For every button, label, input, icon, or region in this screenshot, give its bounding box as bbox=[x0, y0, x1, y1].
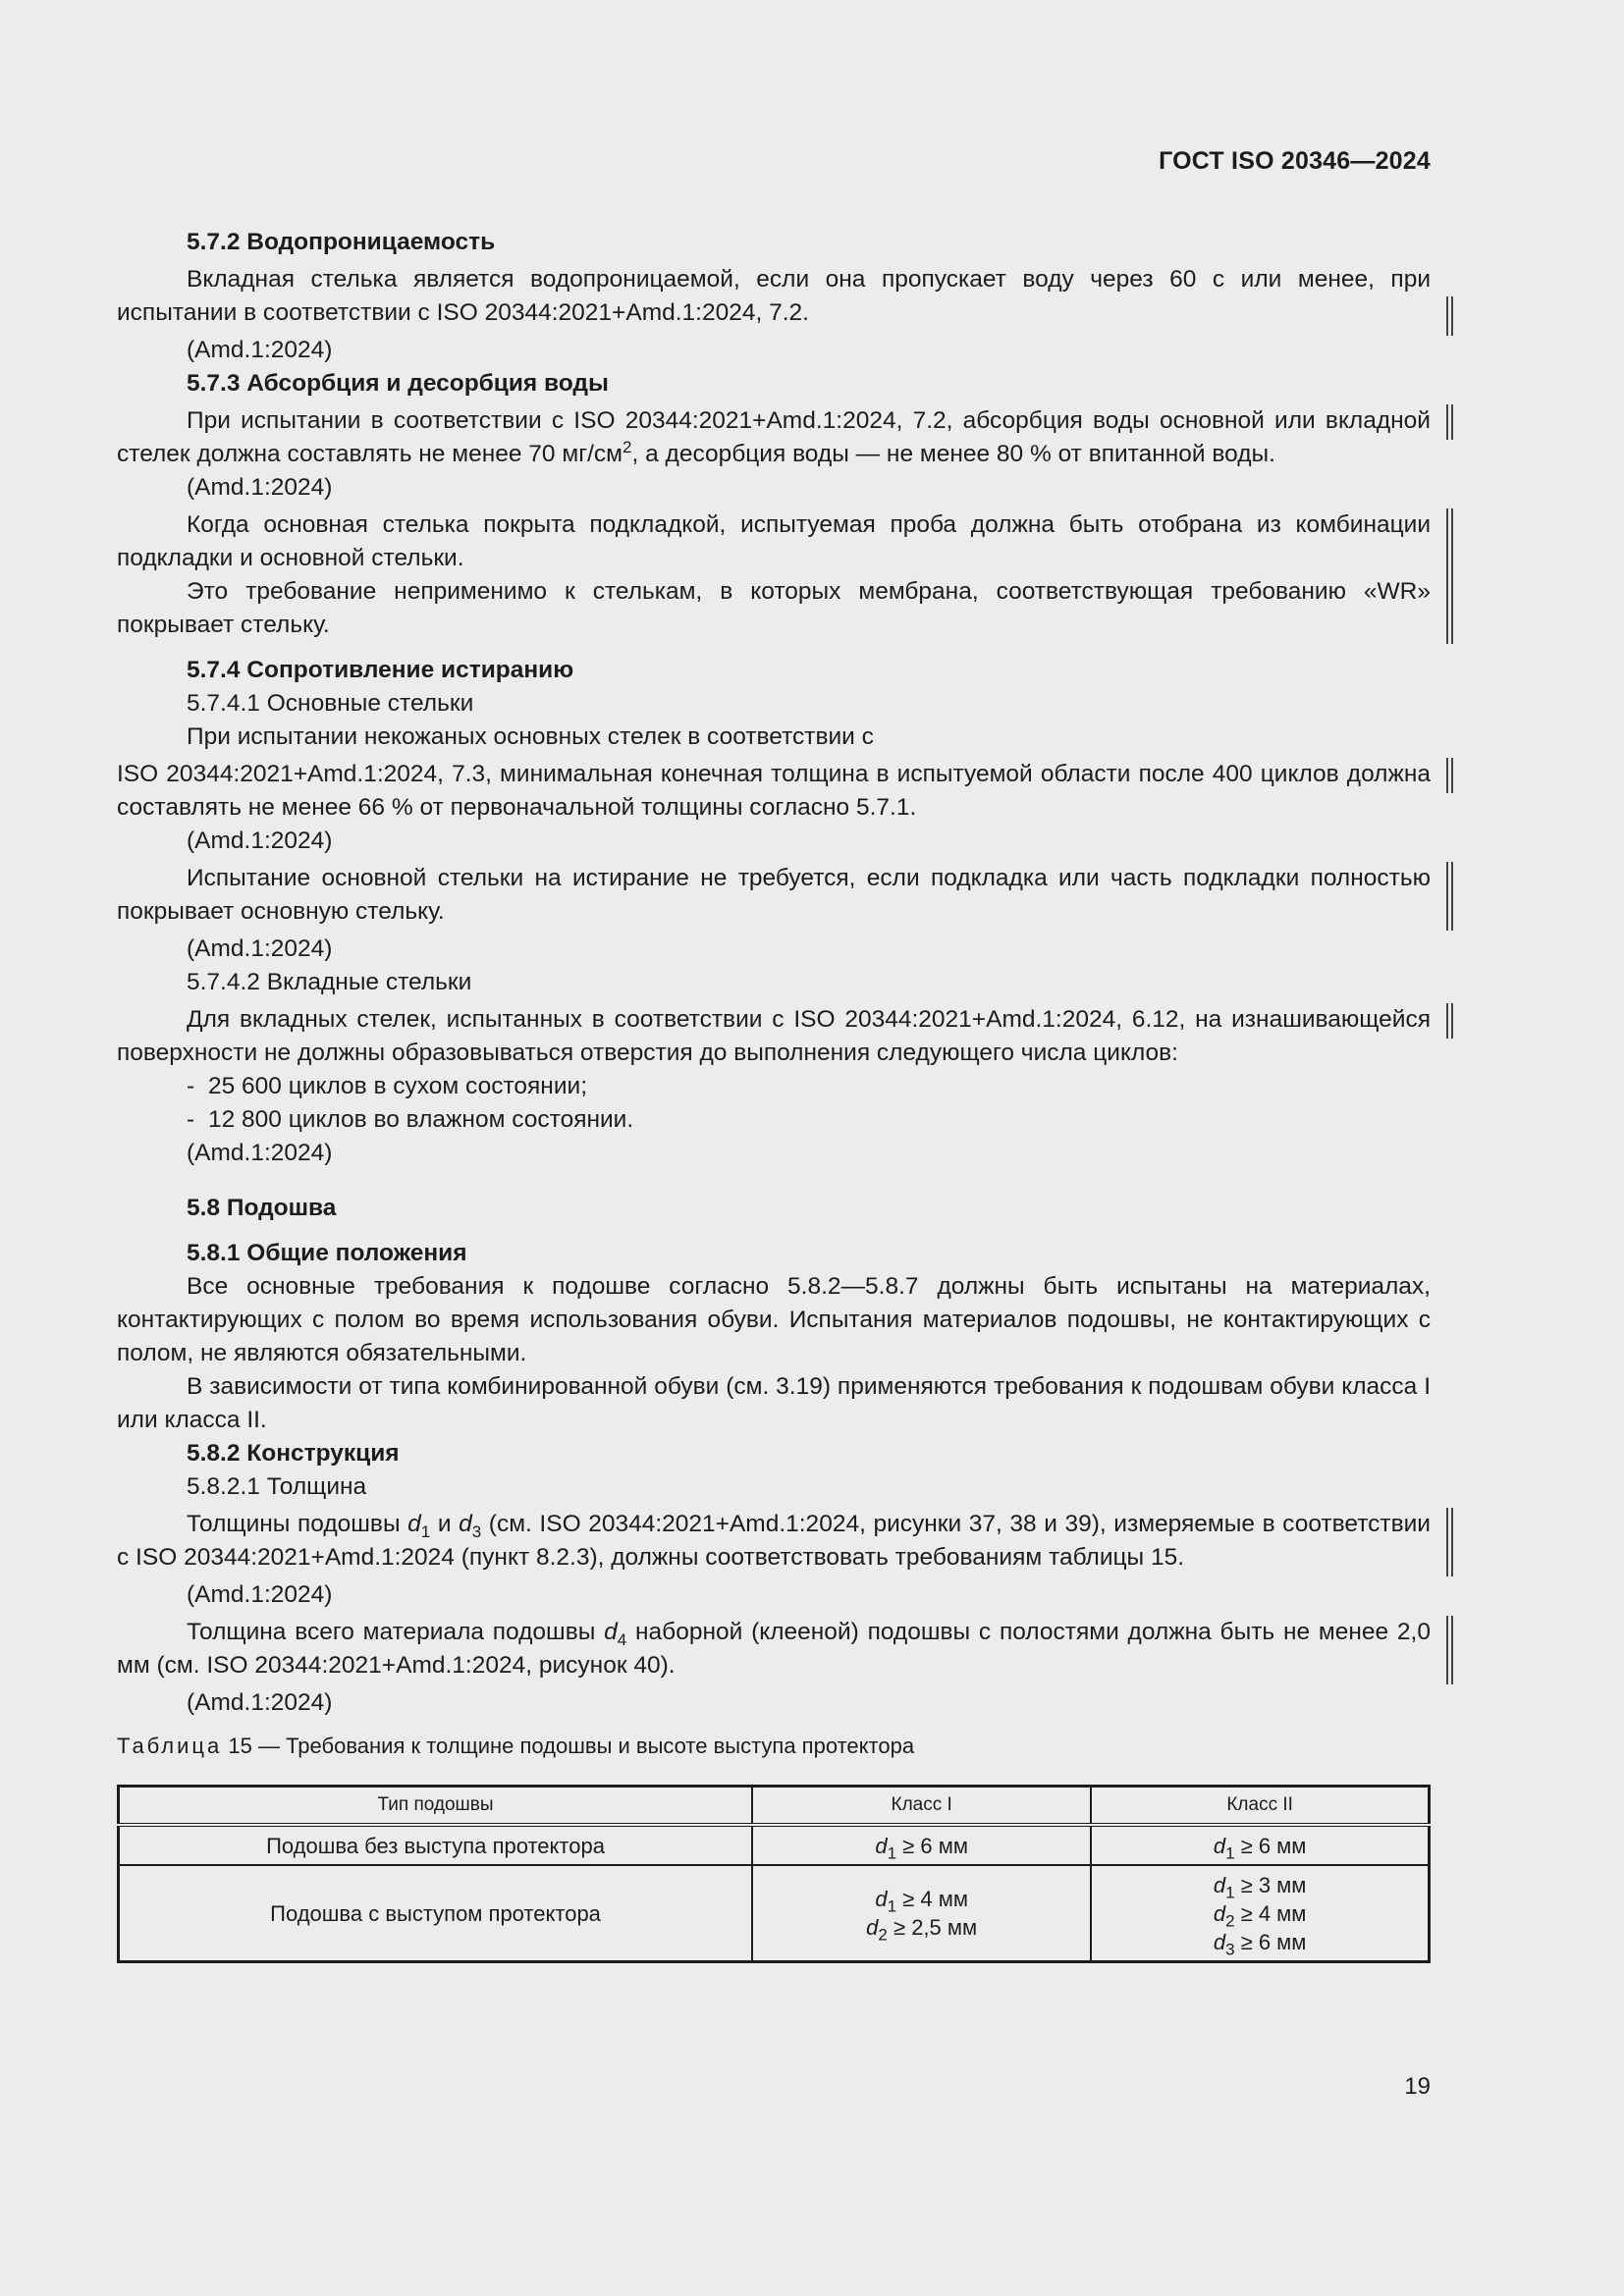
variable: d bbox=[875, 1833, 888, 1858]
cell-line bbox=[1092, 1899, 1428, 1928]
variable: d bbox=[407, 1511, 421, 1537]
subscript: 4 bbox=[617, 1629, 627, 1649]
cell-value: ≥ 6 мм bbox=[1234, 1833, 1307, 1858]
cell-line bbox=[1092, 1928, 1428, 1956]
page-number: 19 bbox=[1404, 2073, 1431, 2100]
cell-value: ≥ 4 мм bbox=[1234, 1900, 1307, 1926]
cell-line bbox=[753, 1885, 1090, 1916]
paragraph-text: Вкладная стелька является водопроницаемой, если она пропускает воду через 60 с или менее, при испытании в соответствии с ISO 20344:2021+Amd.1:2024, 7.2. bbox=[117, 266, 1431, 326]
subscript: 1 bbox=[887, 1842, 897, 1862]
table-caption bbox=[117, 1730, 1431, 1763]
section-heading-5-8-2: 5.8.2 Конструкция bbox=[187, 1440, 400, 1467]
variable: d bbox=[459, 1511, 472, 1537]
table-cell bbox=[752, 1825, 1091, 1865]
cell-value: ≥ 2,5 мм bbox=[887, 1915, 978, 1940]
list-item-text: 12 800 циклов во влажном состоянии. bbox=[208, 1106, 634, 1133]
change-bar bbox=[1446, 296, 1453, 336]
cell-line bbox=[753, 1913, 1090, 1945]
table-row bbox=[119, 1825, 1430, 1865]
section-heading-5-8: 5.8 Подошва bbox=[187, 1195, 337, 1221]
paragraph-text: наборной (клееной) подошвы с полостями должна быть не менее 2,0 мм (см. ISO 20344:2021+Amd.1:2024, рисунок 40). bbox=[117, 1619, 1431, 1679]
paragraph: Это требование неприменимо к стелькам, в которых мембрана, соответствующая требованию «WR» покрывает стельку. bbox=[117, 578, 1431, 638]
amendment-note: (Amd.1:2024) bbox=[187, 1140, 333, 1166]
change-bar bbox=[1446, 758, 1453, 793]
paragraph-text: (см. ISO 20344:2021+Amd.1:2024, рисунки 37, 38 и 39), измеряемые в соответствии с ISO 20344:2021+Amd.1:2024 (пункт 8.2.3), должны соответствовать требованиям таблицы 15. bbox=[117, 1511, 1431, 1571]
amendment-note: (Amd.1:2024) bbox=[187, 337, 333, 363]
paragraph: В зависимости от типа комбинированной обуви (см. 3.19) применяются требования к подошвам обуви класса I или класса II. bbox=[117, 1373, 1431, 1433]
paragraph-text: и bbox=[430, 1511, 460, 1537]
table-caption-label: Таблица bbox=[117, 1734, 223, 1758]
list-marker: - bbox=[187, 1073, 195, 1099]
change-bar bbox=[1446, 508, 1453, 644]
list-item bbox=[117, 1070, 1431, 1103]
paragraph bbox=[117, 1508, 1431, 1575]
subscript: 2 bbox=[878, 1925, 888, 1945]
subsection-heading: 5.8.2.1 Толщина bbox=[187, 1473, 367, 1500]
subscript: 1 bbox=[1225, 1842, 1235, 1862]
table-row bbox=[119, 1865, 1430, 1962]
section-heading-5-8-1: 5.8.1 Общие положения bbox=[187, 1240, 467, 1266]
paragraph-text: Толщина всего материала подошвы bbox=[187, 1619, 605, 1645]
cell-value: ≥ 6 мм bbox=[896, 1833, 968, 1858]
subsection-heading: 5.7.4.1 Основные стельки bbox=[187, 690, 474, 717]
table-cell: Подошва без выступа протектора bbox=[119, 1825, 753, 1865]
subscript: 1 bbox=[420, 1522, 431, 1541]
subscript: 3 bbox=[1225, 1939, 1235, 1958]
paragraph-text: Когда основная стелька покрыта подкладкой, испытуемая проба должна быть отобрана из комбинации подкладки и основной стельки. bbox=[117, 511, 1431, 571]
document-header: ГОСТ ISO 20346—2024 bbox=[1159, 147, 1431, 175]
paragraph bbox=[117, 1003, 1431, 1070]
cycle-list bbox=[117, 1070, 1431, 1137]
variable: d bbox=[875, 1887, 888, 1911]
table-header-cell: Тип подошвы bbox=[119, 1787, 753, 1826]
paragraph bbox=[117, 263, 1431, 330]
variable: d bbox=[1213, 1833, 1226, 1858]
table-cell bbox=[1091, 1865, 1429, 1962]
paragraph bbox=[117, 862, 1431, 929]
table-cell bbox=[752, 1865, 1091, 1962]
table-cell bbox=[1091, 1825, 1429, 1865]
paragraph-text: При испытании в соответствии с ISO 20344:2021+Amd.1:2024, 7.2, абсорбция воды основной или вкладной стелек должна составлять не менее 70 мг/см bbox=[117, 407, 1431, 467]
paragraph bbox=[117, 404, 1431, 471]
amendment-note: (Amd.1:2024) bbox=[187, 474, 333, 501]
table-caption-text: 15 — Требования к толщине подошвы и высоте выступа протектора bbox=[222, 1734, 915, 1758]
paragraph: Все основные требования к подошве согласно 5.8.2—5.8.7 должны быть испытаны на материалах, контактирующих с полом во время использования обуви. Испытания материалов подошвы, не контактирующих с полом, не являются обязательными. bbox=[117, 1273, 1431, 1366]
paragraph-text: Испытание основной стельки на истирание не требуется, если подкладка или часть подкладки полностью покрывает основную стельку. bbox=[117, 865, 1431, 925]
variable: d bbox=[1213, 1900, 1226, 1926]
paragraph bbox=[117, 508, 1431, 575]
subscript: 1 bbox=[887, 1896, 897, 1916]
table-cell: Подошва с выступом протектора bbox=[119, 1865, 753, 1962]
list-marker: - bbox=[187, 1106, 195, 1133]
document-body bbox=[117, 226, 1431, 1963]
paragraph-text: Толщины подошвы bbox=[187, 1511, 408, 1537]
subsection-heading: 5.7.4.2 Вкладные стельки bbox=[187, 969, 472, 995]
table-15 bbox=[117, 1785, 1431, 1963]
change-bar bbox=[1446, 1508, 1453, 1576]
list-item-text: 25 600 циклов в сухом состоянии; bbox=[208, 1073, 587, 1099]
list-item bbox=[117, 1103, 1431, 1137]
section-heading-5-7-2: 5.7.2 Водопроницаемость bbox=[187, 229, 496, 255]
variable: d bbox=[866, 1915, 879, 1940]
change-bar bbox=[1446, 1003, 1453, 1039]
subscript: 2 bbox=[1225, 1910, 1235, 1930]
change-bar bbox=[1446, 862, 1453, 931]
section-heading-5-7-4: 5.7.4 Сопротивление истиранию bbox=[187, 657, 574, 683]
superscript: 2 bbox=[623, 437, 632, 456]
amendment-note: (Amd.1:2024) bbox=[187, 1689, 333, 1716]
paragraph-text: ISO 20344:2021+Amd.1:2024, 7.3, минимальная конечная толщина в испытуемой области после 400 циклов должна составлять не менее 66 % от первоначальной толщины согласно 5.7.1. bbox=[117, 761, 1431, 821]
paragraph bbox=[117, 758, 1431, 825]
paragraph-text: , а десорбция воды — не менее 80 % от впитанной воды. bbox=[631, 441, 1275, 467]
variable: d bbox=[1213, 1929, 1226, 1954]
subscript: 3 bbox=[471, 1522, 482, 1541]
variable: d bbox=[604, 1619, 618, 1645]
paragraph-line: При испытании некожаных основных стелек в соответствии с bbox=[187, 723, 874, 750]
amendment-note: (Amd.1:2024) bbox=[187, 935, 333, 962]
paragraph bbox=[117, 1616, 1431, 1682]
subscript: 1 bbox=[1225, 1882, 1235, 1901]
cell-value: ≥ 6 мм bbox=[1234, 1929, 1307, 1954]
section-heading-5-7-3: 5.7.3 Абсорбция и десорбция воды bbox=[187, 370, 609, 397]
paragraph-text: Для вкладных стелек, испытанных в соответствии с ISO 20344:2021+Amd.1:2024, 6.12, на изнашивающейся поверхности не должны образовываться отверстия до выполнения следующего числа циклов: bbox=[117, 1006, 1431, 1066]
cell-value: ≥ 4 мм bbox=[896, 1887, 968, 1911]
table-header-row bbox=[119, 1787, 1430, 1826]
variable: d bbox=[1213, 1872, 1226, 1897]
table-header-cell: Класс I bbox=[752, 1787, 1091, 1826]
change-bar bbox=[1446, 1616, 1453, 1684]
change-bar bbox=[1446, 404, 1453, 440]
table-header-cell: Класс II bbox=[1091, 1787, 1429, 1826]
cell-value: ≥ 3 мм bbox=[1234, 1872, 1307, 1897]
cell-line bbox=[1092, 1871, 1428, 1899]
amendment-note: (Amd.1:2024) bbox=[187, 1581, 333, 1608]
amendment-note: (Amd.1:2024) bbox=[187, 828, 333, 854]
